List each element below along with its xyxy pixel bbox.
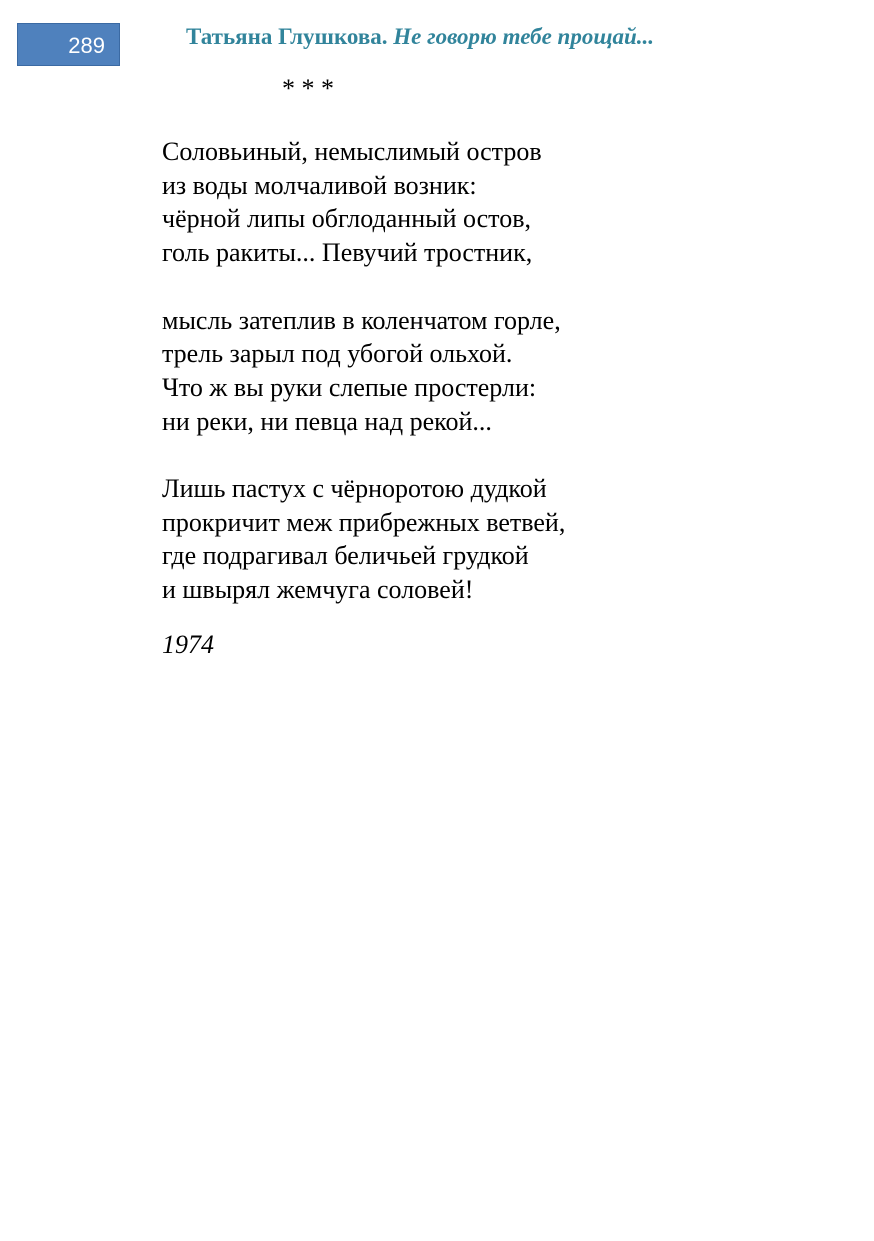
poem-line: трель зарыл под убогой ольхой. bbox=[162, 339, 513, 369]
poem-line: из воды молчаливой возник: bbox=[162, 170, 477, 200]
stanza-2 bbox=[162, 304, 565, 439]
header-book-title: Не говорю тебе прощай... bbox=[393, 24, 655, 49]
page-number-badge bbox=[17, 23, 120, 66]
poem-line: чёрной липы обглоданный остов, bbox=[162, 204, 531, 234]
stanza-1 bbox=[162, 135, 565, 270]
poem-line: голь ракиты... Певучий тростник, bbox=[162, 238, 533, 268]
poem-body bbox=[162, 135, 565, 641]
poem-line: где подрагивал беличьей грудкой bbox=[162, 541, 529, 571]
poem-separator: * * * bbox=[282, 74, 334, 103]
running-header bbox=[186, 24, 654, 50]
poem-line: Соловьиный, немыслимый остров bbox=[162, 137, 542, 166]
poem-line: ни реки, ни певца над рекой... bbox=[162, 406, 492, 436]
poem-line: Лишь пастух с чёрноротою дудкой bbox=[162, 474, 547, 503]
poem-line: прокричит меж прибрежных ветвей, bbox=[162, 507, 566, 537]
page-number: 289 bbox=[68, 33, 105, 58]
poem-line: Что ж вы руки слепые простерли: bbox=[162, 372, 537, 402]
poem-line: и швырял жемчуга соловей! bbox=[162, 575, 474, 605]
header-author: Татьяна Глушкова. bbox=[186, 24, 388, 49]
poem-line: мысль затеплив в коленчатом горле, bbox=[162, 305, 561, 335]
poem-date: 1974 bbox=[162, 630, 214, 659]
stanza-3 bbox=[162, 472, 565, 607]
